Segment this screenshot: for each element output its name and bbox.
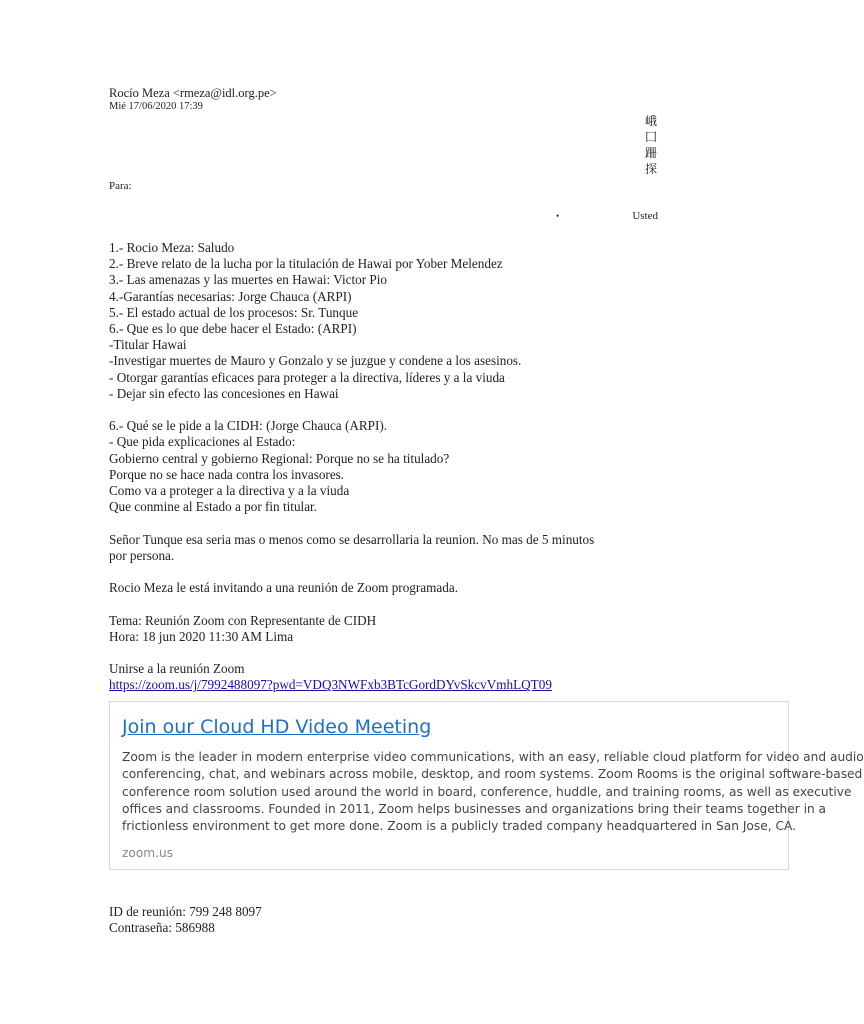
- meeting-password: Contraseña: 586988: [109, 920, 215, 936]
- cidh-line: - Que pida explicaciones al Estado:: [109, 434, 296, 450]
- agenda-line: - Otorgar garantías eficaces para proteger a la directiva, líderes y a la viuda: [109, 369, 505, 385]
- to-label: Para:: [109, 180, 132, 192]
- bullet-icon: •: [556, 211, 560, 221]
- preview-description: [122, 749, 864, 835]
- garbled-glyph-column: [642, 113, 660, 177]
- glyph: 探: [644, 162, 657, 176]
- recipient-item[interactable]: [556, 209, 660, 223]
- cidh-line: Como va a proteger a la directiva y a la viuda: [109, 483, 350, 499]
- blank-line: [109, 596, 669, 612]
- agenda-line: 6.- Que es lo que debe hacer el Estado: (ARPI): [109, 321, 357, 337]
- preview-description-line: conference room solution used around the world in board, conference, huddle, and training rooms, as well as executive: [122, 784, 852, 799]
- join-label: Unirse a la reunión Zoom: [109, 661, 245, 677]
- blank-line: [109, 402, 669, 418]
- preview-description-line: frictionless environment to get more done. Zoom is a publicly traded company headquartered in San Jose, CA.: [122, 819, 796, 834]
- preview-domain: zoom.us: [122, 846, 174, 860]
- glyph: 跚: [644, 146, 657, 160]
- meeting-id: ID de reunión: 799 248 8097: [109, 904, 262, 919]
- agenda-line: 3.- Las amenazas y las muertes en Hawai: Victor Pio: [109, 272, 388, 288]
- meeting-topic: Tema: Reunión Zoom con Representante de CIDH: [109, 612, 377, 628]
- invite-line: Rocio Meza le está invitando a una reunión de Zoom programada.: [109, 580, 458, 596]
- preview-title-link[interactable]: Join our Cloud HD Video Meeting: [122, 716, 432, 738]
- cidh-line: Que conmine al Estado a por fin titular.: [109, 499, 318, 515]
- recipient-name: Usted: [632, 210, 658, 222]
- meeting-credentials: [109, 904, 262, 936]
- blank-line: [109, 645, 669, 661]
- cidh-line: Gobierno central y gobierno Regional: Porque no se ha titulado?: [109, 450, 450, 466]
- sent-date: Mié 17/06/2020 17:39: [109, 101, 203, 112]
- glyph: 囗: [644, 130, 657, 144]
- preview-description-line: conferencing, chat, and webinars across mobile, desktop, and room systems. Zoom Rooms is the original software-based: [122, 767, 863, 782]
- blank-line: [109, 564, 669, 580]
- agenda-line: 2.- Breve relato de la lucha por la titulación de Hawai por Yober Melendez: [109, 256, 503, 272]
- agenda-line: 5.- El estado actual de los procesos: Sr. Tunque: [109, 304, 359, 320]
- email-body: [109, 240, 669, 694]
- preview-description-line: offices and classrooms. Founded in 2011, Zoom helps businesses and organizations bring their teams together in a: [122, 801, 827, 816]
- sender-line: Rocío Meza <rmeza@idl.org.pe>: [109, 86, 277, 100]
- closing-line: Señor Tunque esa seria mas o menos como se desarrollaria la reunion. No mas de 5 minutos: [109, 531, 595, 547]
- agenda-line: 4.-Garantías necesarias: Jorge Chauca (ARPI): [109, 288, 352, 304]
- agenda-line: 1.- Rocio Meza: Saludo: [109, 240, 235, 255]
- zoom-join-link[interactable]: https://zoom.us/j/7992488097?pwd=VDQ3NWFxb3BTcGordDYvSkcvVmhLQT09: [109, 677, 552, 693]
- agenda-line: -Titular Hawai: [109, 337, 187, 353]
- blank-line: [109, 515, 669, 531]
- cidh-line: Porque no se hace nada contra los invasores.: [109, 466, 345, 482]
- cidh-line: 6.- Qué se le pide a la CIDH: (Jorge Chauca (ARPI).: [109, 418, 388, 434]
- meeting-time: Hora: 18 jun 2020 11:30 AM Lima: [109, 628, 294, 644]
- glyph: 峨: [644, 114, 657, 128]
- closing-line: por persona.: [109, 547, 175, 563]
- preview-description-line: Zoom is the leader in modern enterprise video communications, with an easy, reliable cloud platform for video and audio: [122, 750, 864, 764]
- link-preview-card[interactable]: [109, 701, 864, 870]
- agenda-line: -Investigar muertes de Mauro y Gonzalo y se juzgue y condene a los asesinos.: [109, 353, 522, 369]
- agenda-line: - Dejar sin efecto las concesiones en Hawai: [109, 385, 339, 401]
